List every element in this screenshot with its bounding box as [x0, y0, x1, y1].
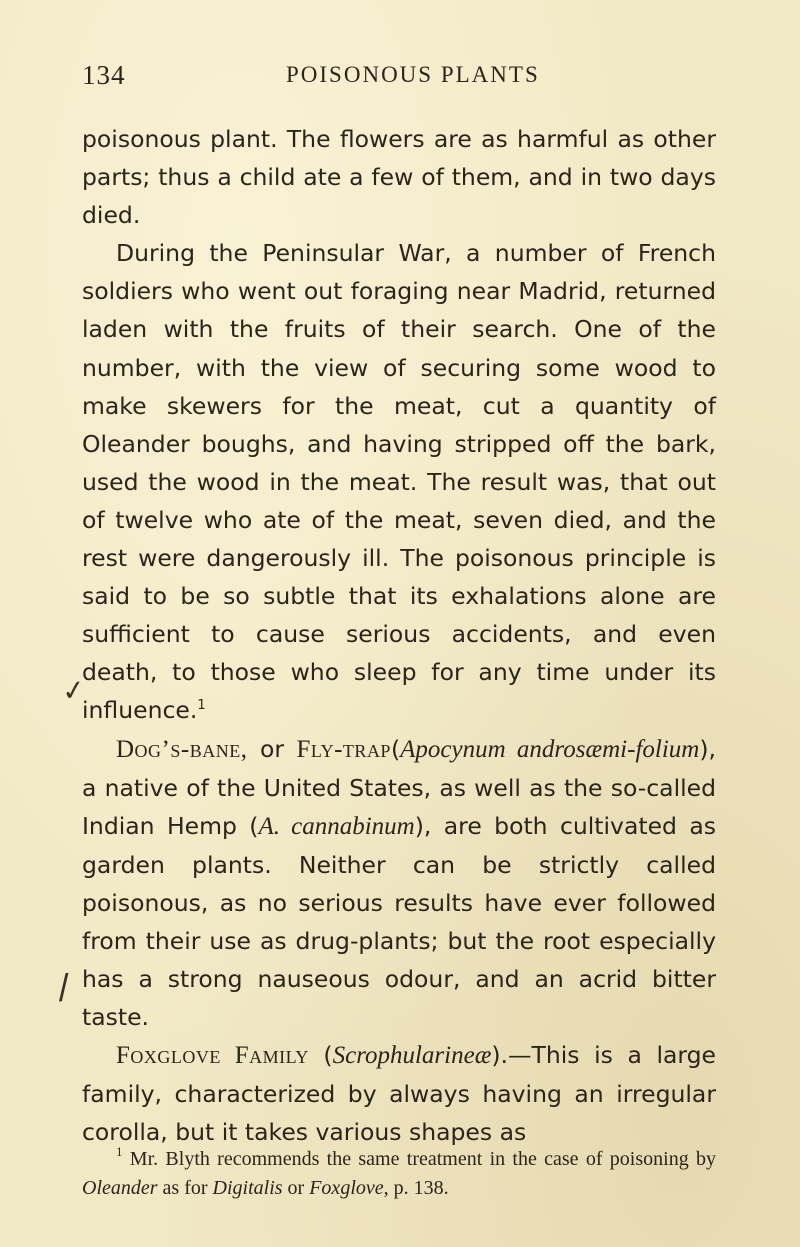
paragraph-text: During the Peninsular War, a number of French soldiers who went out foraging near Madrid, returned laden with the fruits of their search. One of the number, with the view of securing some wood to make skewers for the meat, cut a quantity of Oleander boughs, and having stripped off the bark, used the wood in the meat. The result was, that out of twelve who ate of the meat, seven died, and the rest were dangerously ill. The poisonous principle is said to be so subtle that its exhalations alone are sufficient to cause serious accidents, and even death, to those who sleep for any time under its influence. [82, 239, 716, 725]
handwritten-slash-mark: / [56, 966, 71, 1008]
running-head [82, 60, 717, 94]
paragraph-text: ), a native of the United States, as well as the so-called Indian Hemp ( [82, 734, 716, 840]
paragraph-text: ).—This is a large family, characterized by always having an irregular corolla, but it takes various shapes as [82, 1041, 717, 1147]
paragraph-foxglove-family: Foxglove Family (Scrophularineæ).—This is a large family, characterized by always having an irregular corolla, but it takes various shapes as [82, 1041, 717, 1147]
plant-name-fly-trap: Fly-trap [296, 735, 391, 763]
paragraph-text: ), are both cultivated as garden plants. Neither can be strictly called poisonous, as no serious results have ever followed from their use as drug-plants; but the root especially has a strong nauseous odour, and an acrid bitter taste. [82, 811, 716, 1032]
footnote-italic-digitalis: Digitalis [212, 1177, 283, 1199]
paragraph-oleander-flowers [82, 120, 716, 234]
plant-name-dogs-bane: Dog’s-bane, [116, 735, 248, 763]
family-name-foxglove: Foxglove Family [116, 1042, 309, 1070]
paragraph-dogs-bane: Dog’s-bane, or Fly-trap(Apocynum androsæmi-folium), a native of the United States, as well as the so-called Indian Hemp (A. cannabinum), are both cultivated as garden plants. Neither can be strictly called poisonous, as no serious results have ever followed from their use as drug-plants; but the root especially has a strong nauseous odour, and an acrid bitter taste. [82, 734, 716, 1032]
latin-name-scrophularineae: Scrophularineæ [332, 1042, 492, 1070]
footnote-text: as for [157, 1177, 213, 1199]
footnote-text: Mr. Blyth recommends the same treatment in the case of poisoning by [122, 1148, 716, 1170]
footnote-1 [82, 1145, 716, 1203]
footnote-text: , p. 138. [383, 1177, 449, 1199]
connector-or: or [247, 734, 297, 763]
latin-name-apocynum: Apocynum androsæmi-folium [400, 735, 700, 763]
paragraph-text: poisonous plant. The flowers are as harmful as other parts; thus a child ate a few of them, and in two days died. [82, 125, 716, 230]
footnote-text: or [282, 1177, 310, 1199]
handwritten-check-mark: ✓ [59, 672, 88, 709]
footnote-marker: 1 [116, 1144, 123, 1159]
footnotes [82, 1145, 716, 1203]
footnote-italic-oleander: Oleander [82, 1177, 158, 1199]
page-number: 134 [82, 60, 126, 90]
running-title: POISONOUS PLANTS [286, 62, 540, 87]
latin-name-cannabinum: A. cannabinum [258, 812, 415, 840]
footnote-reference: 1 [197, 698, 206, 714]
paragraph-peninsular-war [82, 234, 716, 729]
body-text [82, 120, 716, 1152]
footnote-italic-foxglove: Foxglove [309, 1177, 384, 1199]
